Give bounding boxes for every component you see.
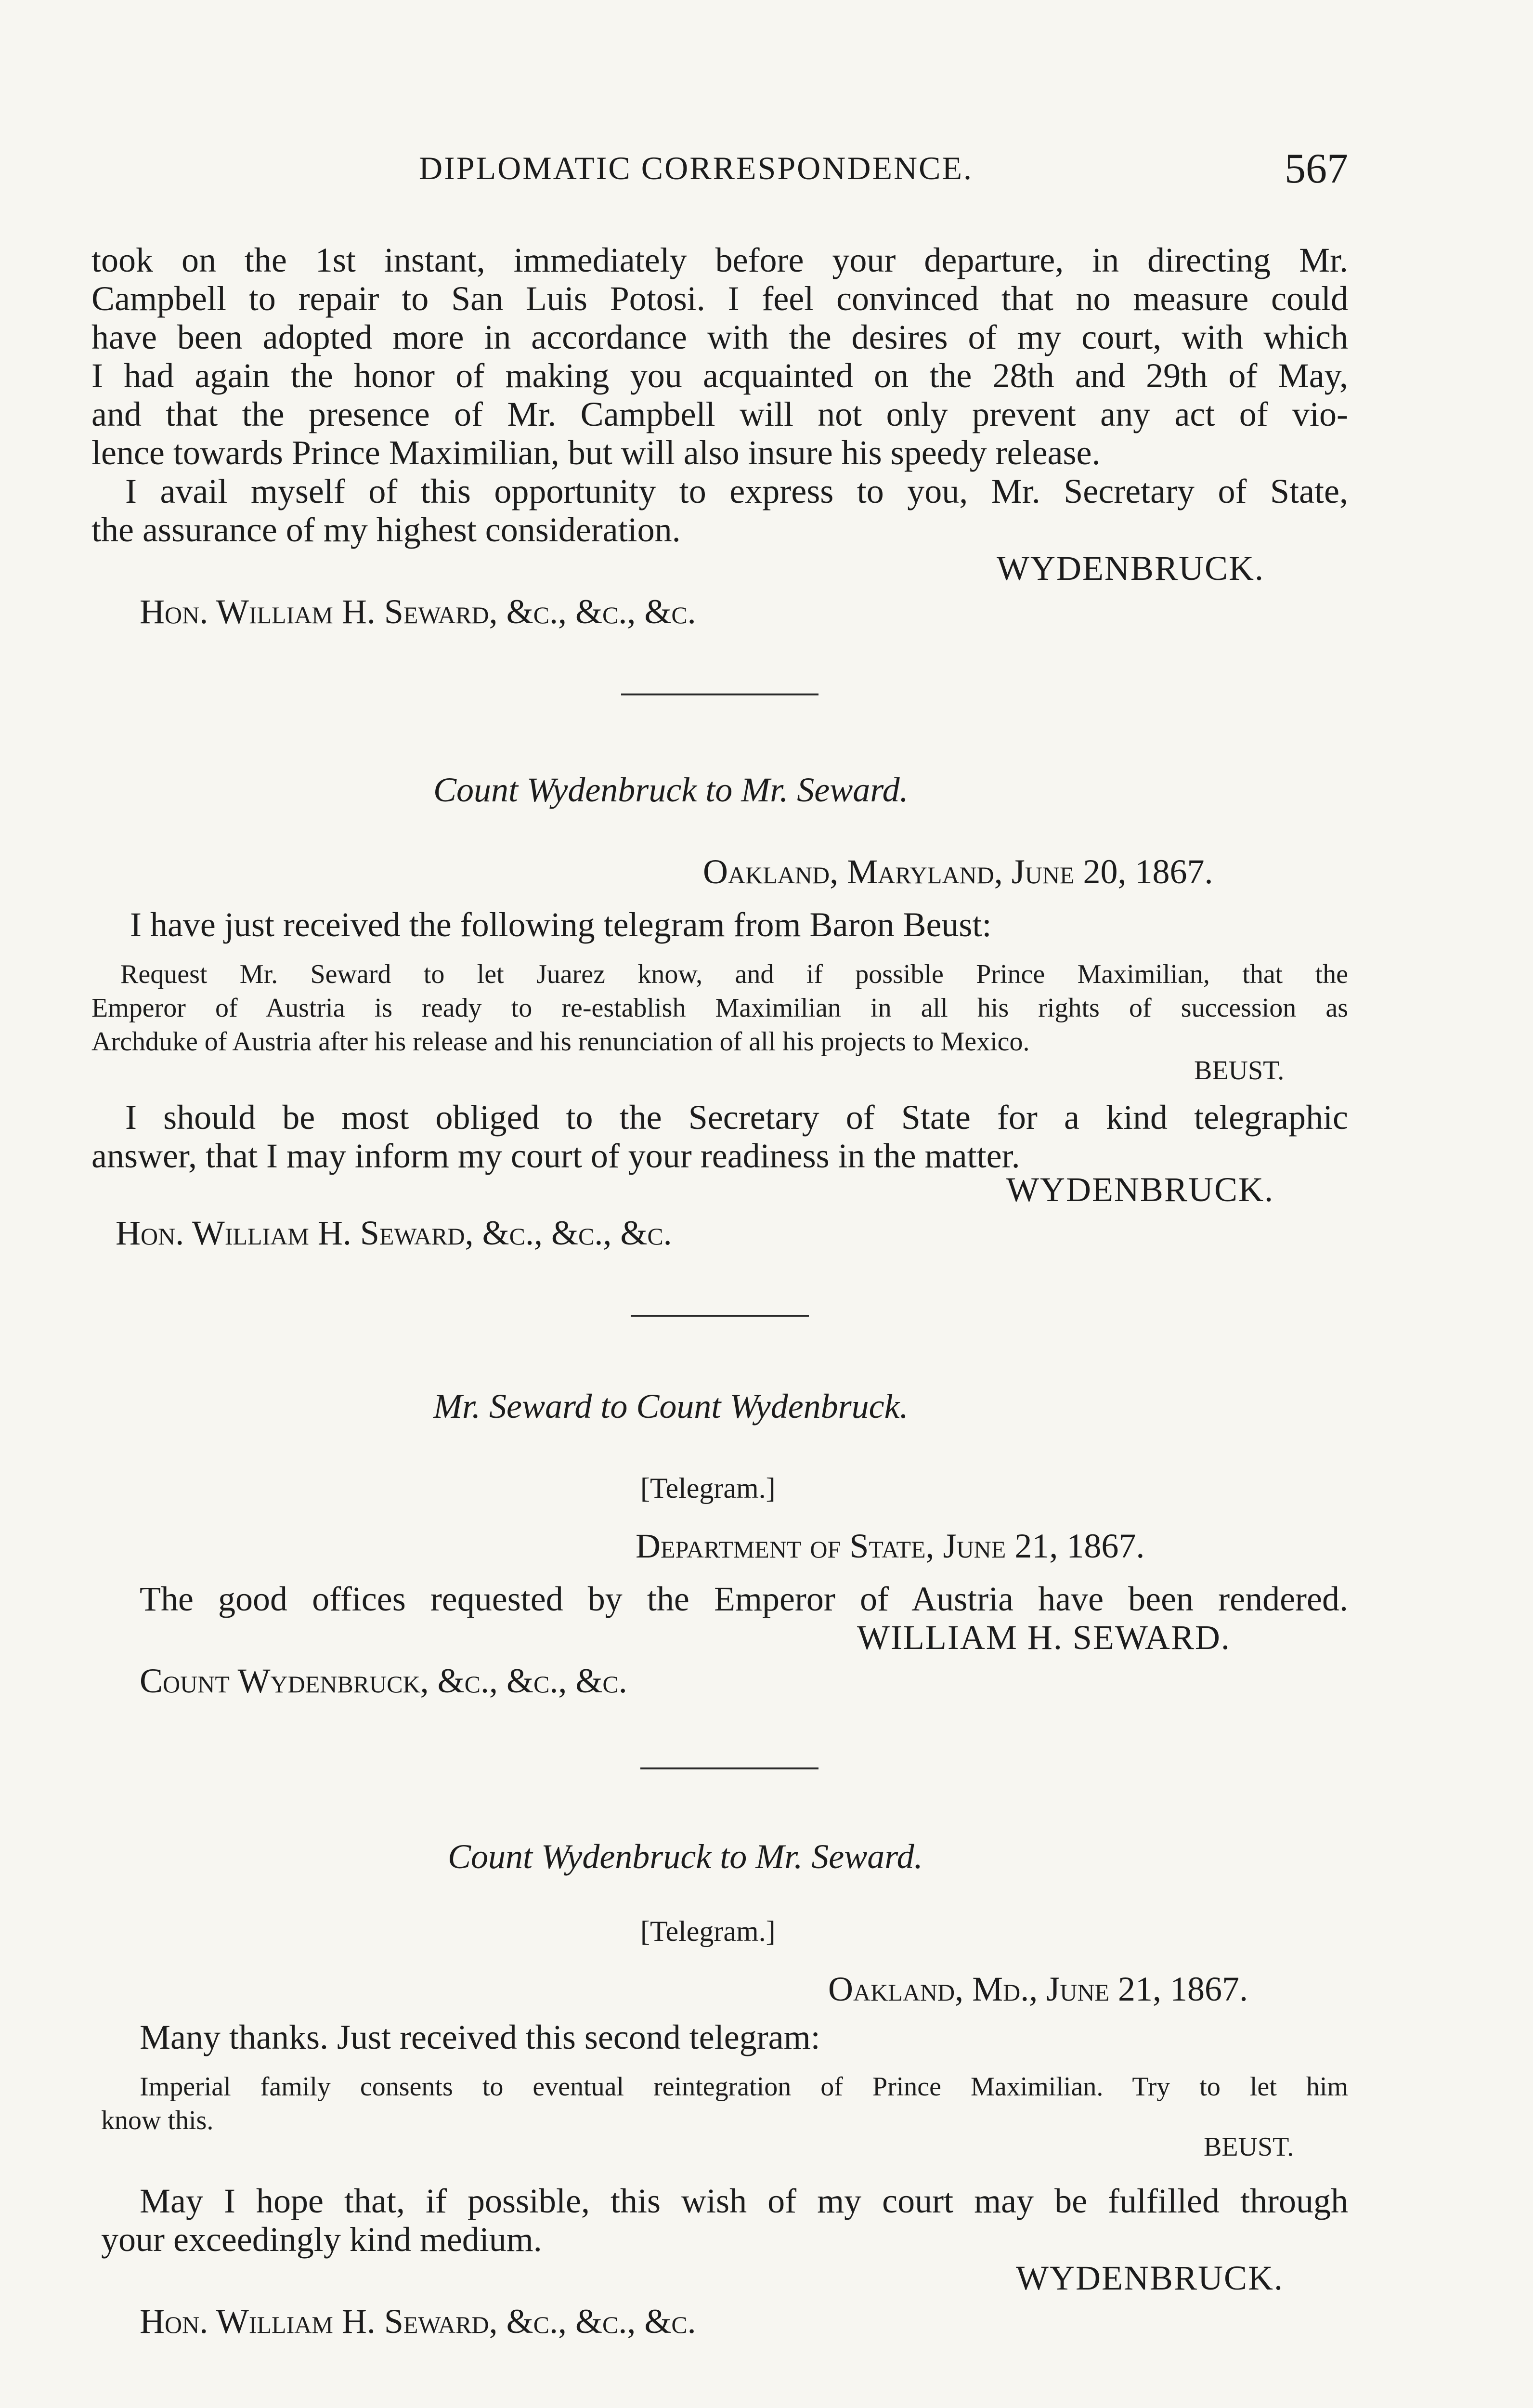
body-line: Campbell to repair to San Luis Potosi. I feel convinced that no measure could [91,279,1348,318]
telegram-line: Imperial family consents to eventual reintegration of Prince Maximilian. Try to let him [140,2072,1348,2102]
dateline: Oakland, Md., June 21, 1867. [828,1970,1248,2008]
letter-heading: Count Wydenbruck to Mr. Seward. [448,1837,923,1876]
page-header [91,144,1348,202]
body-line: have been adopted more in accordance with the desires of my court, with which [91,318,1348,356]
body-line: took on the 1st instant, immediately before your departure, in directing Mr. [91,241,1348,279]
letter-heading: Mr. Seward to Count Wydenbruck. [433,1387,909,1426]
telegram-signature: BEUST. [1204,2132,1294,2162]
telegram-signature: BEUST. [1194,1056,1285,1086]
section-divider [621,694,818,695]
body-line: May I hope that, if possible, this wish of my court may be fulfilled through [140,2182,1348,2220]
section-divider [631,1315,809,1317]
telegram-label: [Telegram.] [640,1915,776,1947]
signature: WYDENBRUCK. [1016,2259,1284,2297]
telegram-line: know this. [101,2106,214,2135]
body-line: your exceedingly kind medium. [101,2220,542,2259]
telegram-label: [Telegram.] [640,1472,776,1504]
intro-line: Many thanks. Just received this second telegram: [140,2018,820,2056]
dateline: Department of State, June 21, 1867. [636,1527,1145,1565]
intro-line: I have just received the following telegram from Baron Beust: [130,905,992,944]
body-line: and that the presence of Mr. Campbell will not only prevent any act of vio- [91,395,1348,433]
body-line: I should be most obliged to the Secretary of State for a kind telegraphic [125,1098,1348,1137]
letter-heading: Count Wydenbruck to Mr. Seward. [433,771,909,809]
body-line: I had again the honor of making you acquainted on the 28th and 29th of May, [91,356,1348,395]
telegram-line: Emperor of Austria is ready to re-establish Maximilian in all his rights of succession as [91,993,1348,1023]
addressee: Hon. William H. Seward, &c., &c., &c. [140,592,696,631]
signature: WYDENBRUCK. [1006,1170,1274,1209]
body-line: the assurance of my highest consideration. [91,510,681,549]
body-line: lence towards Prince Maximilian, but will also insure his speedy release. [91,433,1101,472]
dateline: Oakland, Maryland, June 20, 1867. [703,852,1213,891]
telegram-line: Archduke of Austria after his release and his renunciation of all his projects to Mexico. [91,1027,1030,1057]
section-divider [640,1767,818,1769]
page-number: 567 [1285,145,1348,192]
body-line: I avail myself of this opportunity to express to you, Mr. Secretary of State, [125,472,1348,510]
telegram-line: Request Mr. Seward to let Juarez know, and if possible Prince Maximilian, that the [120,959,1348,989]
addressee: Count Wydenbruck, &c., &c., &c. [140,1662,627,1700]
addressee: Hon. William H. Seward, &c., &c., &c. [116,1214,672,1252]
addressee: Hon. William H. Seward, &c., &c., &c. [140,2302,696,2341]
running-title: DIPLOMATIC CORRESPONDENCE. [419,150,973,186]
signature: WILLIAM H. SEWARD. [857,1618,1231,1657]
body-line: The good offices requested by the Emperor of Austria have been rendered. [140,1580,1348,1618]
body-line: answer, that I may inform my court of your readiness in the matter. [91,1137,1020,1175]
signature: WYDENBRUCK. [997,549,1264,588]
